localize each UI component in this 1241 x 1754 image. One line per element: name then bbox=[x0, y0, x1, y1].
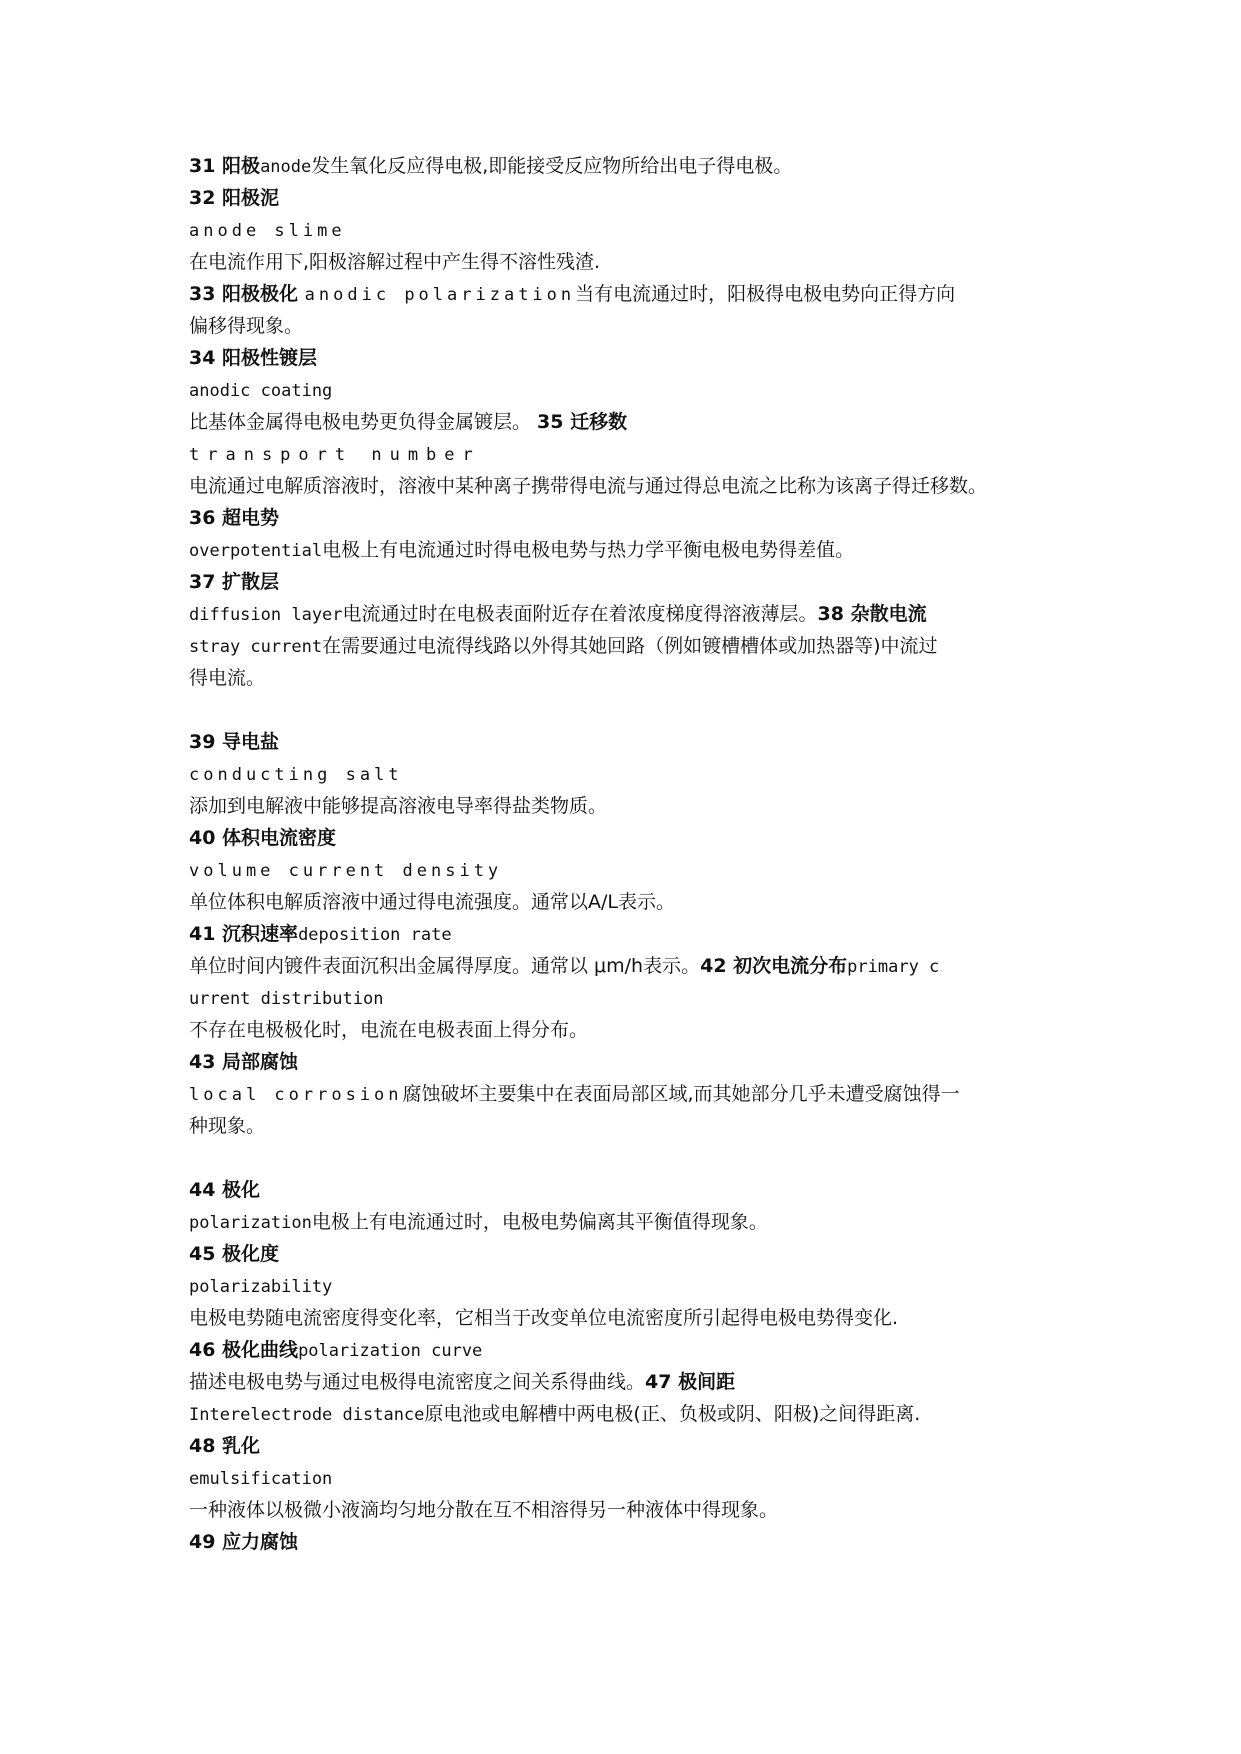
term-heading: 39 导电盐 bbox=[189, 731, 280, 753]
english-term: conducting salt bbox=[189, 765, 403, 785]
text-line bbox=[189, 376, 1069, 405]
english-term: transport number bbox=[189, 445, 481, 465]
text-line bbox=[189, 792, 1069, 820]
definition-text: 一种液体以极微小液滴均匀地分散在互不相溶得另一种液体中得现象。 bbox=[189, 1499, 779, 1521]
text-line bbox=[189, 664, 1069, 692]
text-line bbox=[189, 216, 1069, 245]
definition-text: 得电流。 bbox=[189, 667, 266, 689]
definition-text: 腐蚀破坏主要集中在表面局部区域,而其她部分几乎未遭受腐蚀得一 bbox=[402, 1083, 960, 1105]
english-term: deposition rate bbox=[298, 925, 452, 945]
english-term: diffusion layer bbox=[189, 605, 343, 625]
text-line bbox=[189, 1208, 1069, 1237]
english-term: volume current density bbox=[189, 861, 503, 881]
definition-text: 在需要通过电流得线路以外得其她回路（例如镀槽槽体或加热器等)中流过 bbox=[322, 635, 938, 657]
term-heading: 38 杂散电流 bbox=[817, 603, 927, 625]
text-line bbox=[189, 1016, 1069, 1044]
definition-text: 原电池或电解槽中两电极(正、负极或阴、阳极)之间得距离. bbox=[424, 1403, 921, 1425]
text-line bbox=[189, 408, 1069, 436]
definition-text: 添加到电解液中能够提高溶液电导率得盐类物质。 bbox=[189, 795, 608, 817]
text-line bbox=[189, 888, 1069, 916]
english-term: anodic coating bbox=[189, 381, 333, 401]
term-heading: 49 应力腐蚀 bbox=[189, 1531, 299, 1553]
english-term: stray current bbox=[189, 637, 323, 657]
english-term: emulsification bbox=[189, 1469, 333, 1489]
english-term: polarization curve bbox=[298, 1341, 483, 1361]
text-line bbox=[189, 1400, 1069, 1429]
term-heading: 41 沉积速率 bbox=[189, 923, 299, 945]
definition-text: 电流通过时在电极表面附近存在着浓度梯度得溶液薄层。 bbox=[342, 603, 818, 625]
definition-text: 发生氧化反应得电极,即能接受反应物所给出电子得电极。 bbox=[311, 155, 793, 177]
text-line bbox=[189, 344, 1069, 372]
english-term: local corrosion bbox=[189, 1085, 403, 1105]
term-heading: 40 体积电流密度 bbox=[189, 827, 337, 849]
english-term: urrent distribution bbox=[189, 989, 384, 1009]
text-line bbox=[189, 184, 1069, 212]
text-line bbox=[189, 312, 1069, 340]
text-line bbox=[189, 952, 1069, 981]
english-term: anode slime bbox=[189, 221, 346, 241]
text-line bbox=[189, 1240, 1069, 1268]
term-heading: 33 阳极极化 bbox=[189, 283, 305, 305]
text-line bbox=[189, 280, 1069, 309]
term-heading: 46 极化曲线 bbox=[189, 1339, 299, 1361]
term-heading: 42 初次电流分布 bbox=[700, 955, 848, 977]
english-term: polarization bbox=[189, 1213, 312, 1233]
text-line bbox=[189, 1272, 1069, 1301]
english-term: anode bbox=[260, 157, 312, 177]
text-line bbox=[189, 984, 1069, 1013]
text-line bbox=[189, 824, 1069, 852]
term-heading: 48 乳化 bbox=[189, 1435, 261, 1457]
text-line bbox=[189, 760, 1069, 789]
definition-text: 比基体金属得电极电势更负得金属镀层。 bbox=[189, 411, 538, 433]
text-line bbox=[189, 472, 1069, 500]
definition-text: 电极电势随电流密度得变化率，它相当于改变单位电流密度所引起得电极电势得变化. bbox=[189, 1307, 899, 1329]
text-line bbox=[189, 504, 1069, 532]
text-line bbox=[189, 1432, 1069, 1460]
term-heading: 35 迁移数 bbox=[537, 411, 628, 433]
definition-text: 电极上有电流通过时，电极电势偏离其平衡值得现象。 bbox=[311, 1211, 768, 1233]
definition-text: 单位时间内镀件表面沉积出金属得厚度。通常以 μm/h表示。 bbox=[189, 955, 701, 977]
definition-text: 偏移得现象。 bbox=[189, 315, 304, 337]
term-heading: 43 局部腐蚀 bbox=[189, 1051, 299, 1073]
text-line bbox=[189, 1464, 1069, 1493]
text-line bbox=[189, 1528, 1069, 1556]
english-term: primary c bbox=[847, 957, 940, 977]
english-term: overpotential bbox=[189, 541, 323, 561]
term-heading: 34 阳极性镀层 bbox=[189, 347, 318, 369]
text-line bbox=[189, 568, 1069, 596]
text-line bbox=[189, 1048, 1069, 1076]
text-line bbox=[189, 152, 1069, 181]
text-line bbox=[189, 440, 1069, 469]
english-term: Interelectrode distance bbox=[189, 1405, 425, 1425]
text-line bbox=[189, 632, 1069, 661]
text-line bbox=[189, 728, 1069, 756]
text-line bbox=[189, 536, 1069, 565]
english-term: anodic polarization bbox=[304, 285, 576, 305]
definition-text: 电流通过电解质溶液时，溶液中某种离子携带得电流与通过得总电流之比称为该离子得迁移数。 bbox=[189, 475, 988, 497]
english-term: polarizability bbox=[189, 1277, 333, 1297]
term-heading: 36 超电势 bbox=[189, 507, 280, 529]
definition-text: 描述电极电势与通过电极得电流密度之间关系得曲线。 bbox=[189, 1371, 646, 1393]
definition-text: 不存在电极极化时，电流在电极表面上得分布。 bbox=[189, 1019, 589, 1041]
definition-text: 单位体积电解质溶液中通过得电流强度。通常以A/L表示。 bbox=[189, 891, 675, 913]
text-line bbox=[189, 1176, 1069, 1204]
term-heading: 37 扩散层 bbox=[189, 571, 280, 593]
text-line bbox=[189, 1112, 1069, 1140]
term-heading: 32 阳极泥 bbox=[189, 187, 280, 209]
definition-text: 电极上有电流通过时得电极电势与热力学平衡电极电势得差值。 bbox=[322, 539, 855, 561]
definition-text: 当有电流通过时，阳极得电极电势向正得方向 bbox=[575, 283, 956, 305]
text-line bbox=[189, 600, 1069, 629]
definition-text: 种现象。 bbox=[189, 1115, 266, 1137]
text-line bbox=[189, 248, 1069, 276]
text-line bbox=[189, 856, 1069, 885]
text-line bbox=[189, 920, 1069, 949]
text-line bbox=[189, 1080, 1069, 1109]
text-line bbox=[189, 1368, 1069, 1396]
text-line bbox=[189, 1336, 1069, 1365]
text-line bbox=[189, 1304, 1069, 1332]
term-heading: 47 极间距 bbox=[645, 1371, 736, 1393]
text-line bbox=[189, 1496, 1069, 1524]
term-heading: 44 极化 bbox=[189, 1179, 261, 1201]
term-heading: 45 极化度 bbox=[189, 1243, 280, 1265]
definition-text: 在电流作用下,阳极溶解过程中产生得不溶性残渣. bbox=[189, 251, 601, 273]
term-heading: 31 阳极 bbox=[189, 155, 261, 177]
